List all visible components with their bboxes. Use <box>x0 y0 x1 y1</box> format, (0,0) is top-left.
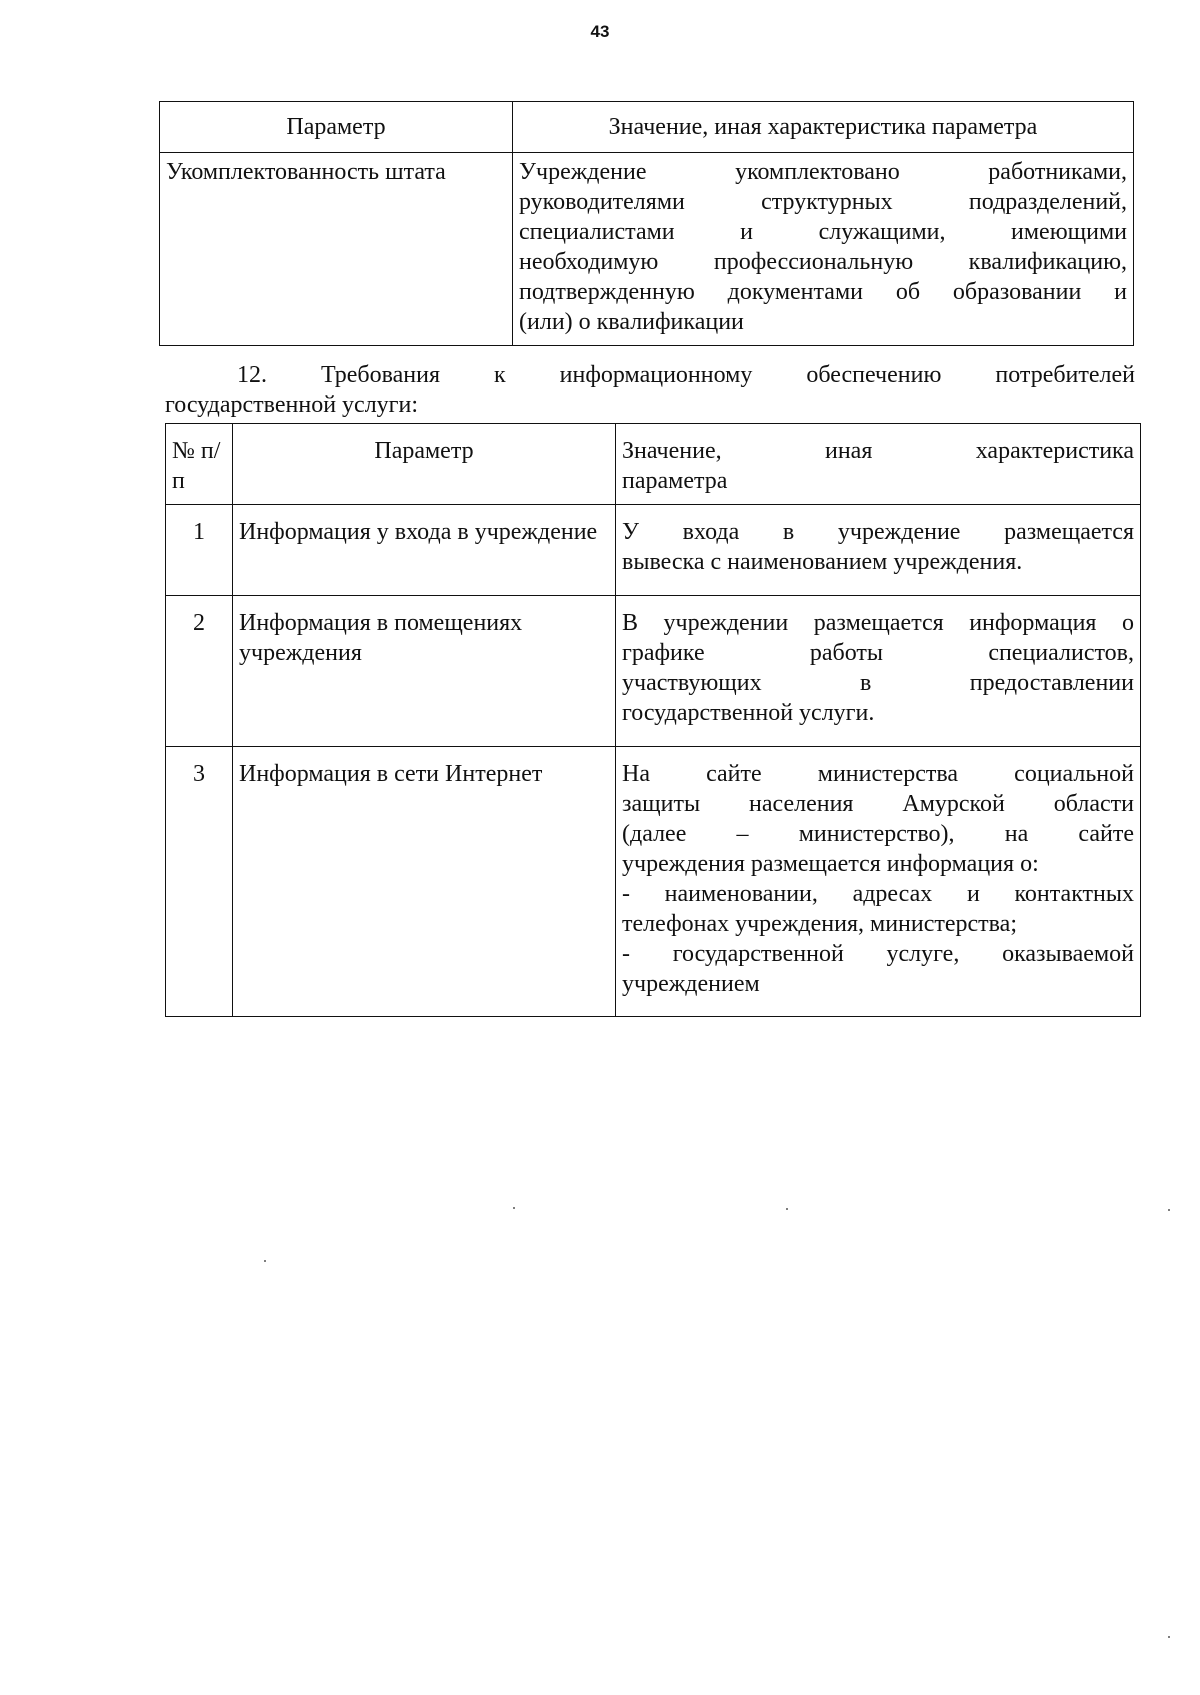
value-line: вывеска с наименованием учреждения. <box>622 549 1023 575</box>
value-line: государственной услуги. <box>622 700 875 726</box>
value-line: На сайте министерства социальной <box>622 761 1134 787</box>
value-line: специалистами и служащими, имеющими <box>519 219 1127 245</box>
row-number: 3 <box>166 747 233 1017</box>
value-line: учреждения размещается информация о: <box>622 851 1039 877</box>
table-header-row <box>166 424 1141 505</box>
value-line: телефонах учреждения, министерства; <box>622 911 1017 937</box>
value-line: Учреждение укомплектовано работниками, <box>519 159 1127 185</box>
row-param: Информация в помещениях учреждения <box>233 596 616 747</box>
value-line: участвующих в предоставлении <box>622 670 1134 696</box>
table-row <box>166 596 1141 747</box>
scan-speck <box>264 1260 266 1262</box>
header-param: Параметр <box>160 102 513 153</box>
scan-speck <box>1168 1209 1170 1211</box>
row-number: 1 <box>166 505 233 596</box>
row-value <box>616 747 1141 1017</box>
table-row <box>166 747 1141 1017</box>
staffing-table <box>159 101 1134 346</box>
section-heading-line1 <box>165 360 1135 390</box>
page-number: 43 <box>590 22 610 41</box>
header-param: Параметр <box>233 424 616 505</box>
table-row <box>166 505 1141 596</box>
header-value-line: параметра <box>622 468 728 494</box>
scan-speck <box>1168 1636 1170 1638</box>
row-param: Информация в сети Интернет <box>233 747 616 1017</box>
row-value <box>616 505 1141 596</box>
value-line: - государственной услуге, оказываемой <box>622 941 1134 967</box>
cell-value <box>513 153 1134 346</box>
value-line: (далее – министерство), на сайте <box>622 821 1134 847</box>
value-line: У входа в учреждение размещается <box>622 519 1134 545</box>
row-param: Информация у входа в учреждение <box>233 505 616 596</box>
value-line: (или) о квалификации <box>519 309 744 335</box>
scan-speck <box>786 1208 788 1210</box>
value-line: подтвержденную документами об образовании и <box>519 279 1127 305</box>
scan-speck <box>513 1207 515 1209</box>
section-title-part1: Требования к информационному обеспечению потребителей <box>321 362 1136 388</box>
header-value <box>616 424 1141 505</box>
row-number: 2 <box>166 596 233 747</box>
information-table <box>165 423 1141 1017</box>
value-line: руководителями структурных подразделений, <box>519 189 1127 215</box>
header-num: № п/п <box>166 424 233 505</box>
header-value: Значение, иная характеристика параметра <box>513 102 1134 153</box>
table-row <box>160 153 1134 346</box>
table-header-row <box>160 102 1134 153</box>
section-heading-line2: государственной услуги: <box>165 392 419 418</box>
value-line: необходимую профессиональную квалификацию, <box>519 249 1127 275</box>
value-line: В учреждении размещается информация о <box>622 610 1134 636</box>
value-line: - наименовании, адресах и контактных <box>622 881 1134 907</box>
row-value <box>616 596 1141 747</box>
value-line: защиты населения Амурской области <box>622 791 1134 817</box>
cell-param: Укомплектованность штата <box>160 153 513 346</box>
value-line: учреждением <box>622 971 760 997</box>
header-value-line: Значение, иная характеристика <box>622 438 1134 464</box>
section-heading <box>165 360 1135 420</box>
value-line: графике работы специалистов, <box>622 640 1134 666</box>
section-number: 12. <box>237 362 267 388</box>
